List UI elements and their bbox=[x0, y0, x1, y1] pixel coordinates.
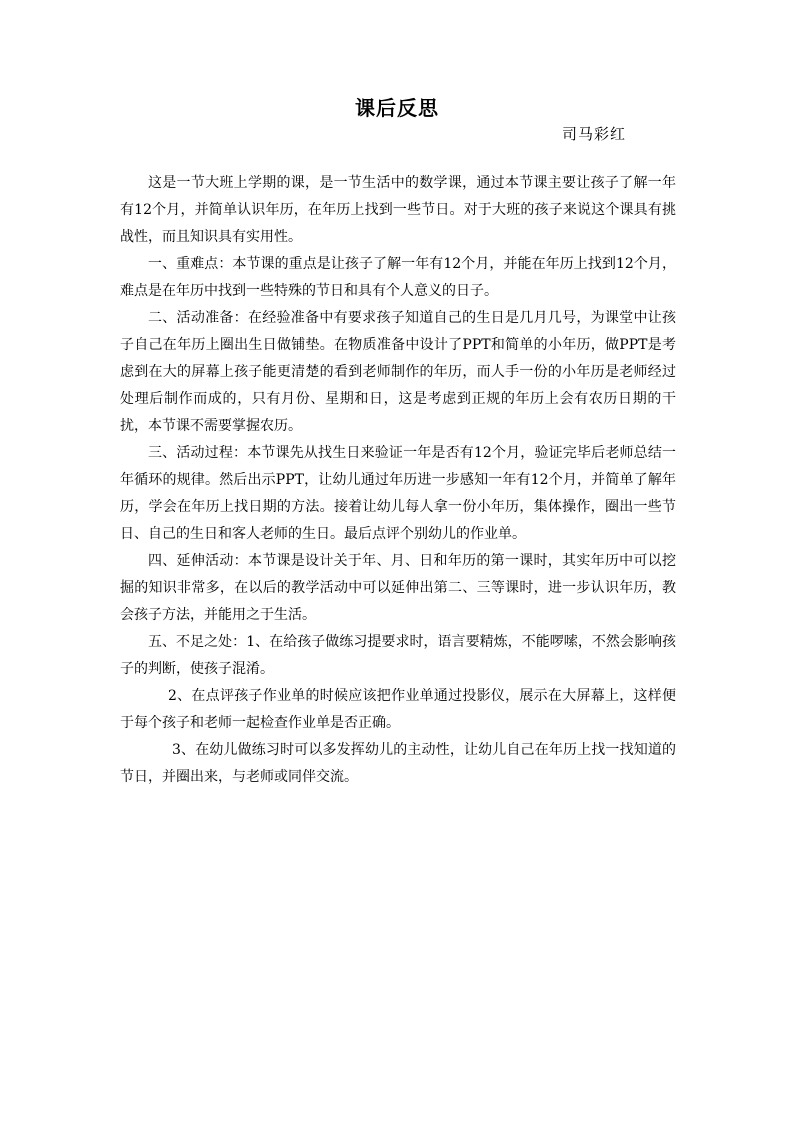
paragraph-shortcoming-2: 2、在点评孩子作业单的时候应该把作业单通过投影仪，展示在大屏幕上，这样便于每个孩子和老师一起检查作业单是否正确。 bbox=[120, 688, 676, 731]
paragraph-key-points: 一、重难点：本节课的重点是让孩子了解一年有12个月，并能在年历上找到12个月，难点是在年历中找到一些特殊的节日和具有个人意义的日子。 bbox=[120, 256, 676, 299]
paragraph-intro: 这是一节大班上学期的课，是一节生活中的数学课，通过本节课主要让孩子了解一年有12个月，并简单认识年历，在年历上找到一些节日。对于大班的孩子来说这个课具有挑战性，而且知识具有实用性。 bbox=[120, 175, 676, 245]
document-body bbox=[120, 170, 676, 791]
paragraph-preparation: 二、活动准备：在经验准备中有要求孩子知道自己的生日是几月几号，为课堂中让孩子自己在年历上圈出生日做铺垫。在物质准备中设计了PPT和简单的小年历，做PPT是考虑到在大的屏幕上孩子能更清楚的看到老师制作的年历，而人手一份的小年历是老师经过处理后制作而成的，只有月份、星期和日，这是考虑到正规的年历上会有农历日期的干扰，本节课不需要掌握农历。 bbox=[120, 310, 676, 434]
document-title: 课后反思 bbox=[355, 96, 439, 120]
paragraph-extension: 四、延伸活动：本节课是设计关于年、月、日和年历的第一课时，其实年历中可以挖掘的知识非常多，在以后的教学活动中可以延伸出第二、三等课时，进一步认识年历，教会孩子方法，并能用之于生活。 bbox=[120, 553, 676, 623]
paragraph-shortcomings: 五、不足之处：1、在给孩子做练习提要求时，语言要精炼，不能啰嗦，不然会影响孩子的判断，使孩子混淆。 bbox=[120, 634, 676, 677]
author-name: 司马彩红 bbox=[562, 125, 627, 143]
paragraph-shortcoming-3: 3、在幼儿做练习时可以多发挥幼儿的主动性，让幼儿自己在年历上找一找知道的节日，并圈出来，与老师或同伴交流。 bbox=[120, 742, 676, 785]
paragraph-process: 三、活动过程：本节课先从找生日来验证一年是否有12个月，验证完毕后老师总结一年循环的规律。然后出示PPT，让幼儿通过年历进一步感知一年有12个月，并简单了解年历，学会在年历上找日期的方法。接着让幼儿每人拿一份小年历，集体操作，圈出一些节日、自己的生日和客人老师的生日。最后点评个别幼儿的作业单。 bbox=[120, 445, 676, 542]
